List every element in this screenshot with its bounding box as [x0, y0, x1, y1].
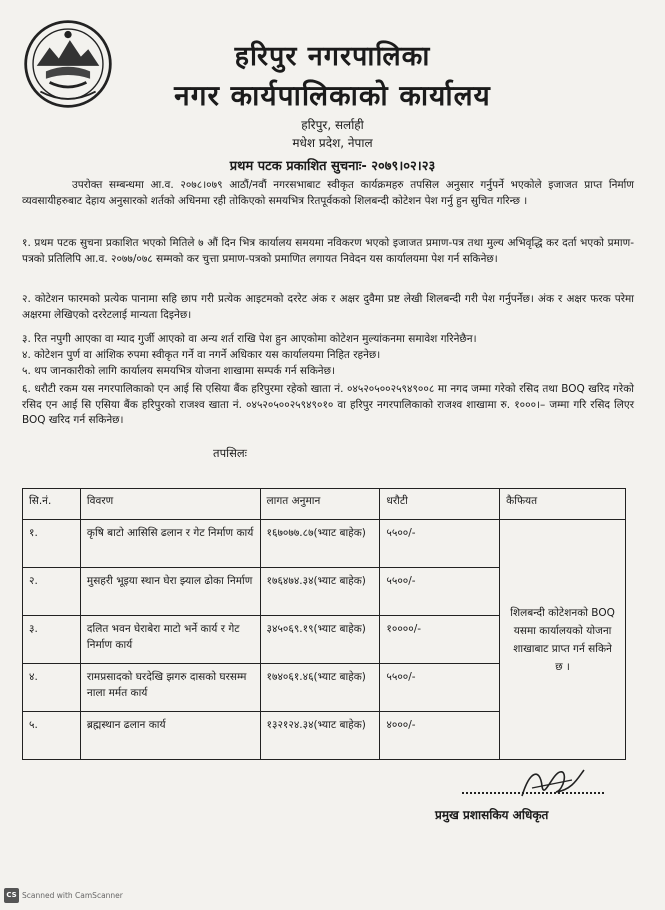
condition-item-5: ५. थप जानकारीको लागि कार्यालय समयभित्र योजना शाखामा सम्पर्क गर्न सकिनेछ। — [22, 365, 335, 377]
row-serial: २. — [23, 568, 81, 616]
row-serial: ४. — [23, 664, 81, 712]
header-cost-estimate: लागत अनुमान — [260, 489, 380, 520]
scanner-watermark — [4, 888, 123, 903]
condition-item-4: ४. कोटेशन पुर्ण वा आंशिक रुपमा स्वीकृत गर्ने वा नगर्ने अधिकार यस कार्यालयमा निहित रहनेछ। — [22, 349, 381, 361]
row-serial: १. — [23, 520, 81, 568]
remarks-cell: शिलबन्दी कोटेशनको BOQ यसमा कार्यालयको योजना शाखाबाट प्राप्त गर्न सकिने छ । — [500, 520, 626, 760]
row-serial: ५. — [23, 712, 81, 760]
row-description: ब्रह्मस्थान ढलान कार्य — [80, 712, 260, 760]
camscanner-icon: CS — [4, 888, 19, 903]
row-description: मुसहरी भूइया स्थान घेरा झ्याल ढोका निर्माण — [80, 568, 260, 616]
table-row — [23, 520, 626, 568]
row-cost: ३४५०६९.१९(भ्याट बाहेक) — [260, 616, 380, 664]
municipality-name: हरिपुर नगरपालिका — [234, 41, 431, 72]
condition-item-1: १. प्रथम पटक सुचना प्रकाशित भएको मितिले ७ औं दिन भित्र कार्यालय समयमा नविकरण भएको इजाजत प्रमाण-पत्र तथा मुल्य अभिवृद्धि कर दर्ता भएको प्रमाण-पत्रको प्रतिलिपि आ.व. २०७७/०७८ सम्मको कर चुत्ता प्रमाण-पत्रको प्रमाणित लगायत निवेदन यस कार्यालयमा पेश गर्न सकिनेछ। — [22, 237, 634, 265]
row-cost: १६७०७७.८७(भ्याट बाहेक) — [260, 520, 380, 568]
condition-item-3: ३. रित नपुगी आएका वा म्याद गुर्जी आएको वा अन्य शर्त राखि पेश हुन आएकोमा कोटेशन मुल्यांकनमा समावेश गरिनेछैन। — [22, 333, 477, 345]
table-caption: तपसिलः — [213, 446, 247, 460]
signatory-title: प्रमुख प्रशासकिय अधिकृत — [435, 808, 549, 822]
row-description: कृषि बाटो आसिसि ढलान र गेट निर्माण कार्य — [80, 520, 260, 568]
scanner-text: Scanned with CamScanner — [22, 891, 123, 900]
row-description: रामप्रसादको घरदेखि झगरु दासको घरसम्म नाला मर्मत कार्य — [80, 664, 260, 712]
header-deposit: धरौटी — [380, 489, 500, 520]
office-name: नगर कार्यपालिकाको कार्यालय — [174, 79, 491, 112]
condition-item-6: ६. धरौटी रकम यस नगरपालिकाको एन आई सि एसिया बैंक हरिपुरमा रहेको खाता नं. ०४५२०५००२५९४९००८ मा नगद जम्मा गरेको रसिद तथा BOQ खरिद गरेको रसिद एन आई सि एसिया बैंक हरिपुरको राजश्व खाता नं. ०४५२०५००२५९४९०१० वा हरिपुर नगरपालिकाको राजश्व शाखामा रु. १०००।– जम्मा गरि रसिद लिएर BOQ खरिद गर्न सकिनेछ। — [22, 383, 634, 426]
intro-paragraph: उपरोक्त सम्बन्धमा आ.व. २०७८।०७९ आठौं/नवौं नगरसभाबाट स्वीकृत कार्यक्रमहरु तपसिल अनुसार गर्नुपर्ने भएकोले इजाजत प्राप्त निर्माण व्यवसायीहरुबाट देहाय अनुसारको शर्तको अधिनमा रही तोकिएको समयभित्र रितपूर्वकको शिलबन्दी कोटेशन पेश गर्नु हुन सुचित गरिन्छ । — [22, 179, 634, 207]
row-deposit: ५५००/- — [380, 520, 500, 568]
row-cost: १३२१२४.३४(भ्याट बाहेक) — [260, 712, 380, 760]
handwritten-signature-icon — [512, 760, 592, 806]
condition-item-2: २. कोटेशन फारमको प्रत्येक पानामा सहि छाप गरी प्रत्येक आइटमको दररेट अंक र अक्षर दुवैमा प्रष्ट लेखी शिलबन्दी गरी पेश गर्नुपर्नेछ। अंक र अक्षर फरक परेमा अक्षरमा लेखिएको दररेटलाई मान्यता दिइनेछ। — [22, 293, 634, 321]
header-description: विवरण — [80, 489, 260, 520]
row-description: दलित भवन घेराबेरा माटो भर्ने कार्य र गेट निर्माण कार्य — [80, 616, 260, 664]
table-header-row — [23, 489, 626, 520]
address-line-2: मधेश प्रदेश, नेपाल — [292, 136, 373, 150]
row-serial: ३. — [23, 616, 81, 664]
project-details-table — [22, 488, 626, 760]
row-cost: १७४०६१.४६(भ्याट बाहेक) — [260, 664, 380, 712]
header-remarks: कैफियत — [500, 489, 626, 520]
row-deposit: ५५००/- — [380, 664, 500, 712]
row-deposit: ४०००/- — [380, 712, 500, 760]
address-line-1: हरिपुर, सर्लाही — [301, 118, 364, 132]
header-serial: सि.नं. — [23, 489, 81, 520]
signature-line — [462, 792, 604, 794]
row-cost: १७६४७४.३४(भ्याट बाहेक) — [260, 568, 380, 616]
row-deposit: १००००/- — [380, 616, 500, 664]
row-deposit: ५५००/- — [380, 568, 500, 616]
notice-title: प्रथम पटक प्रकाशित सुचनाः- २०७९।०२।२३ — [229, 159, 436, 174]
